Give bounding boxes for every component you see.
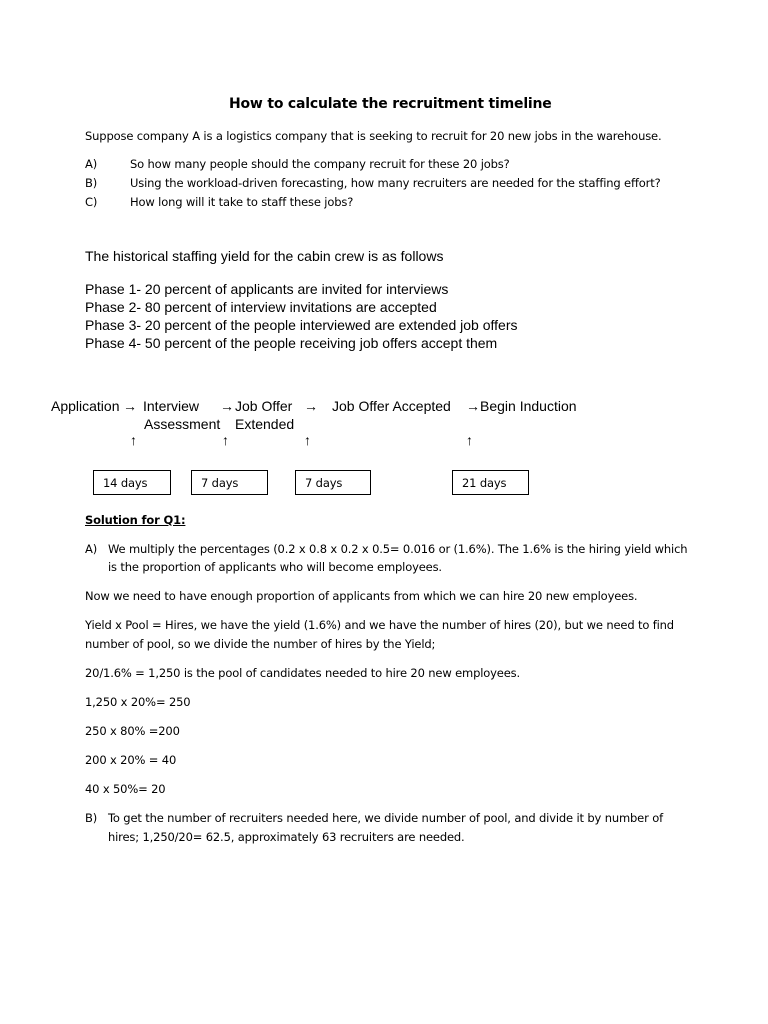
pool-calculation: 20/1.6% = 1,250 is the pool of candidates needed to hire 20 new employees. [85,666,520,680]
duration-label: 14 days [103,476,148,490]
intro-paragraph: Suppose company A is a logistics company that is seeking to recruit for 20 new jobs in the warehouse. [85,129,662,143]
duration-box [191,470,268,495]
flow-interview: Interview [143,398,200,414]
yield-paragraph-line: number of pool, so we divide the number of hires by the Yield; [85,637,436,651]
flow-assessment: Assessment [144,416,221,432]
flow-begin-induction: Begin Induction [480,398,577,414]
arrow-right-icon: → [466,398,480,414]
question-a-letter: A) [85,157,98,171]
flow-job-offer: Job Offer [235,398,293,414]
answer-b-line: hires; 1,250/20= 62.5, approximately 63 recruiters are needed. [108,830,465,844]
document-title: How to calculate the recruitment timeline [229,96,552,112]
duration-label: 7 days [201,476,239,490]
duration-box [295,470,371,495]
flow-application: Application [51,398,120,414]
question-b-letter: B) [85,176,98,190]
answer-a-letter: A) [85,542,98,556]
calc-line: 250 x 80% =200 [85,724,180,738]
arrow-up-icon: ↑ [222,432,229,448]
duration-label: 7 days [305,476,343,490]
arrow-right-icon: → [123,398,137,414]
calc-line: 1,250 x 20%= 250 [85,695,191,709]
solution-heading: Solution for Q1: [85,513,186,527]
answer-b-letter: B) [85,811,98,825]
duration-label: 21 days [462,476,507,490]
question-c-text: How long will it take to staff these jobs? [130,195,354,209]
arrow-up-icon: ↑ [130,432,137,448]
duration-box [93,470,171,495]
question-a-text: So how many people should the company recruit for these 20 jobs? [130,157,510,171]
pool-paragraph: Now we need to have enough proportion of applicants from which we can hire 20 new employees. [85,589,638,603]
flow-job-offer-accepted: Job Offer Accepted [332,398,451,414]
historical-heading: The historical staffing yield for the cabin crew is as follows [85,248,444,264]
arrow-right-icon: → [304,398,318,414]
phase-4: Phase 4- 50 percent of the people receiving job offers accept them [85,335,498,351]
phase-3: Phase 3- 20 percent of the people interviewed are extended job offers [85,317,518,333]
calc-line: 40 x 50%= 20 [85,782,166,796]
arrow-up-icon: ↑ [466,432,473,448]
duration-box [452,470,529,495]
question-c-letter: C) [85,195,98,209]
question-b-text: Using the workload-driven forecasting, how many recruiters are needed for the staffing effort? [130,176,661,190]
arrow-up-icon: ↑ [304,432,311,448]
answer-b-line: To get the number of recruiters needed here, we divide number of pool, and divide it by number of [108,811,663,825]
flow-extended: Extended [235,416,295,432]
phase-1: Phase 1- 20 percent of applicants are invited for interviews [85,281,449,297]
answer-a-line: is the proportion of applicants who will become employees. [108,560,442,574]
arrow-right-icon: → [220,398,234,414]
answer-a-line: We multiply the percentages (0.2 x 0.8 x 0.2 x 0.5= 0.016 or (1.6%). The 1.6% is the hiring yield which [108,542,688,556]
phase-2: Phase 2- 80 percent of interview invitations are accepted [85,299,437,315]
calc-line: 200 x 20% = 40 [85,753,177,767]
yield-paragraph-line: Yield x Pool = Hires, we have the yield (1.6%) and we have the number of hires (20), but we need to find [85,618,674,632]
